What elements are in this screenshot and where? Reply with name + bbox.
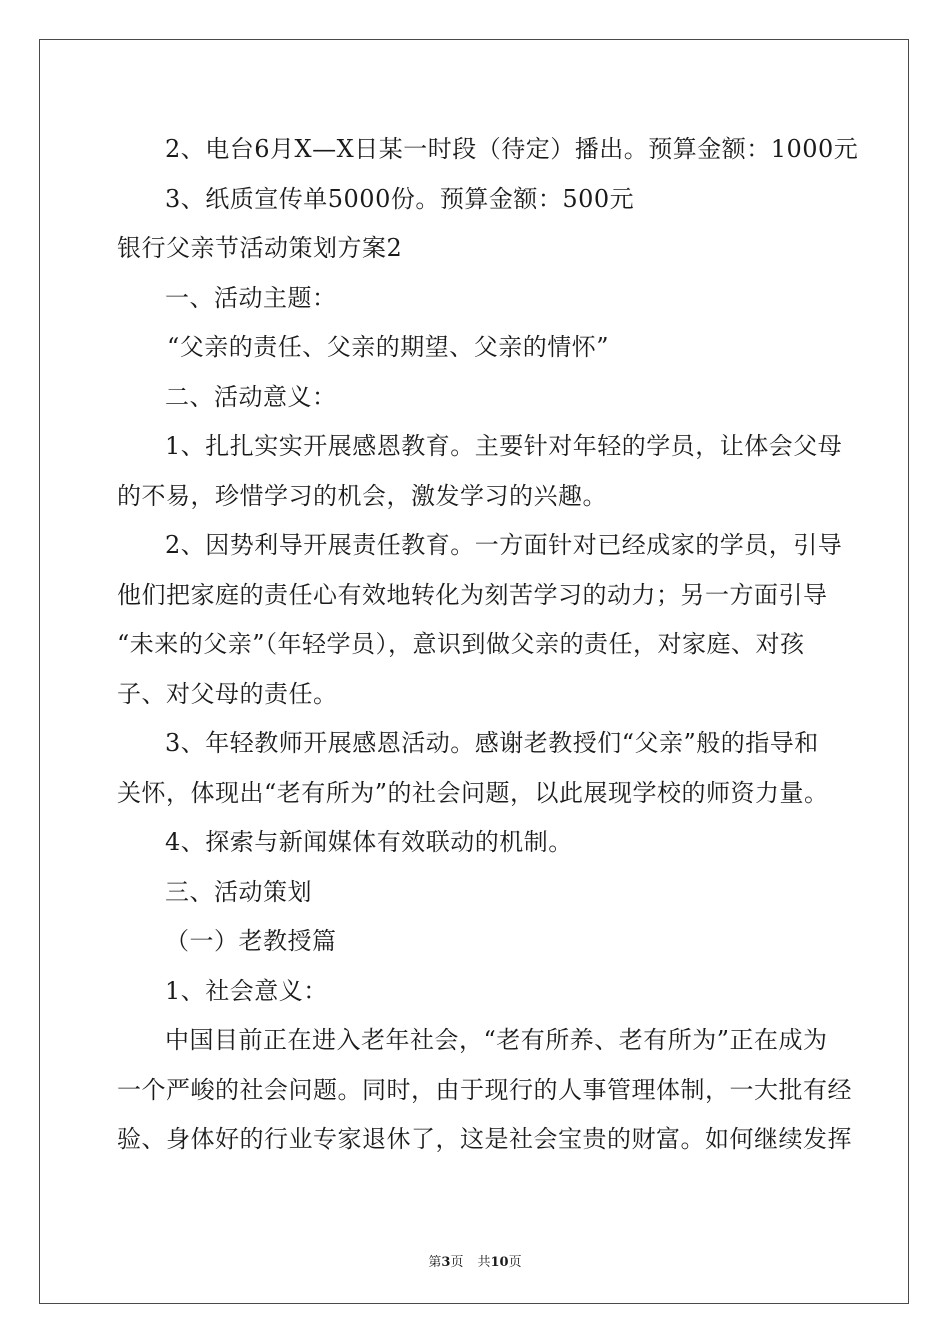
paragraph-line: 子、对父母的责任。 (117, 679, 338, 708)
paragraph-line: 3、年轻教师开展感恩活动。感谢老教授们“父亲”般的指导和 (165, 729, 819, 757)
total-suffix: 页 (508, 1255, 522, 1270)
paragraph-line: 关怀，体现出“老有所为”的社会问题，以此展现学校的师资力量。 (117, 778, 829, 807)
heading-line: 一、活动主题： (165, 283, 337, 312)
total-pages: 10 (490, 1255, 509, 1270)
theme-quote: “父亲的责任、父亲的期望、父亲的情怀” (167, 333, 610, 361)
paragraph-line: “未来的父亲”（年轻学员），意识到做父亲的责任，对家庭、对孩 (117, 630, 805, 658)
heading-line: 二、活动意义： (165, 382, 337, 411)
page-suffix: 页 (450, 1255, 464, 1270)
heading-line: 三、活动策划 (165, 877, 312, 906)
paragraph-line: 3、纸质宣传单5000份。预算金额：500元 (165, 184, 635, 213)
page-footer (0, 1251, 950, 1270)
paragraph-line: 一个严峻的社会问题。同时，由于现行的人事管理体制，一大批有经 (117, 1075, 852, 1104)
paragraph-line: 的不易，珍惜学习的机会，激发学习的兴趣。 (117, 481, 607, 510)
section-title: 银行父亲节活动策划方案2 (117, 234, 403, 262)
page-number: 3 (441, 1255, 451, 1270)
subheading-line: （一）老教授篇 (165, 927, 337, 955)
paragraph-line: 1、扎扎实实开展感恩教育。主要针对年轻的学员，让体会父母 (165, 432, 843, 460)
paragraph-line: 验、身体好的行业专家退休了，这是社会宝贵的财富。如何继续发挥 (117, 1125, 852, 1153)
page-prefix: 第 (428, 1255, 442, 1270)
heading-line: 1、社会意义： (165, 976, 328, 1005)
document-body (117, 125, 859, 1165)
paragraph-line: 他们把家庭的责任心有效地转化为刻苦学习的动力；另一方面引导 (117, 580, 828, 609)
paragraph-line: 中国目前正在进入老年社会，“老有所养、老有所为”正在成为 (165, 1026, 828, 1054)
paragraph-line: 2、电台6月X—X日某一时段（待定）播出。预算金额：1000元 (165, 135, 859, 163)
total-prefix: 共 (477, 1255, 491, 1270)
paragraph-line: 2、因势利导开展责任教育。一方面针对已经成家的学员，引导 (165, 531, 843, 559)
paragraph-line: 4、探索与新闻媒体有效联动的机制。 (165, 828, 573, 856)
